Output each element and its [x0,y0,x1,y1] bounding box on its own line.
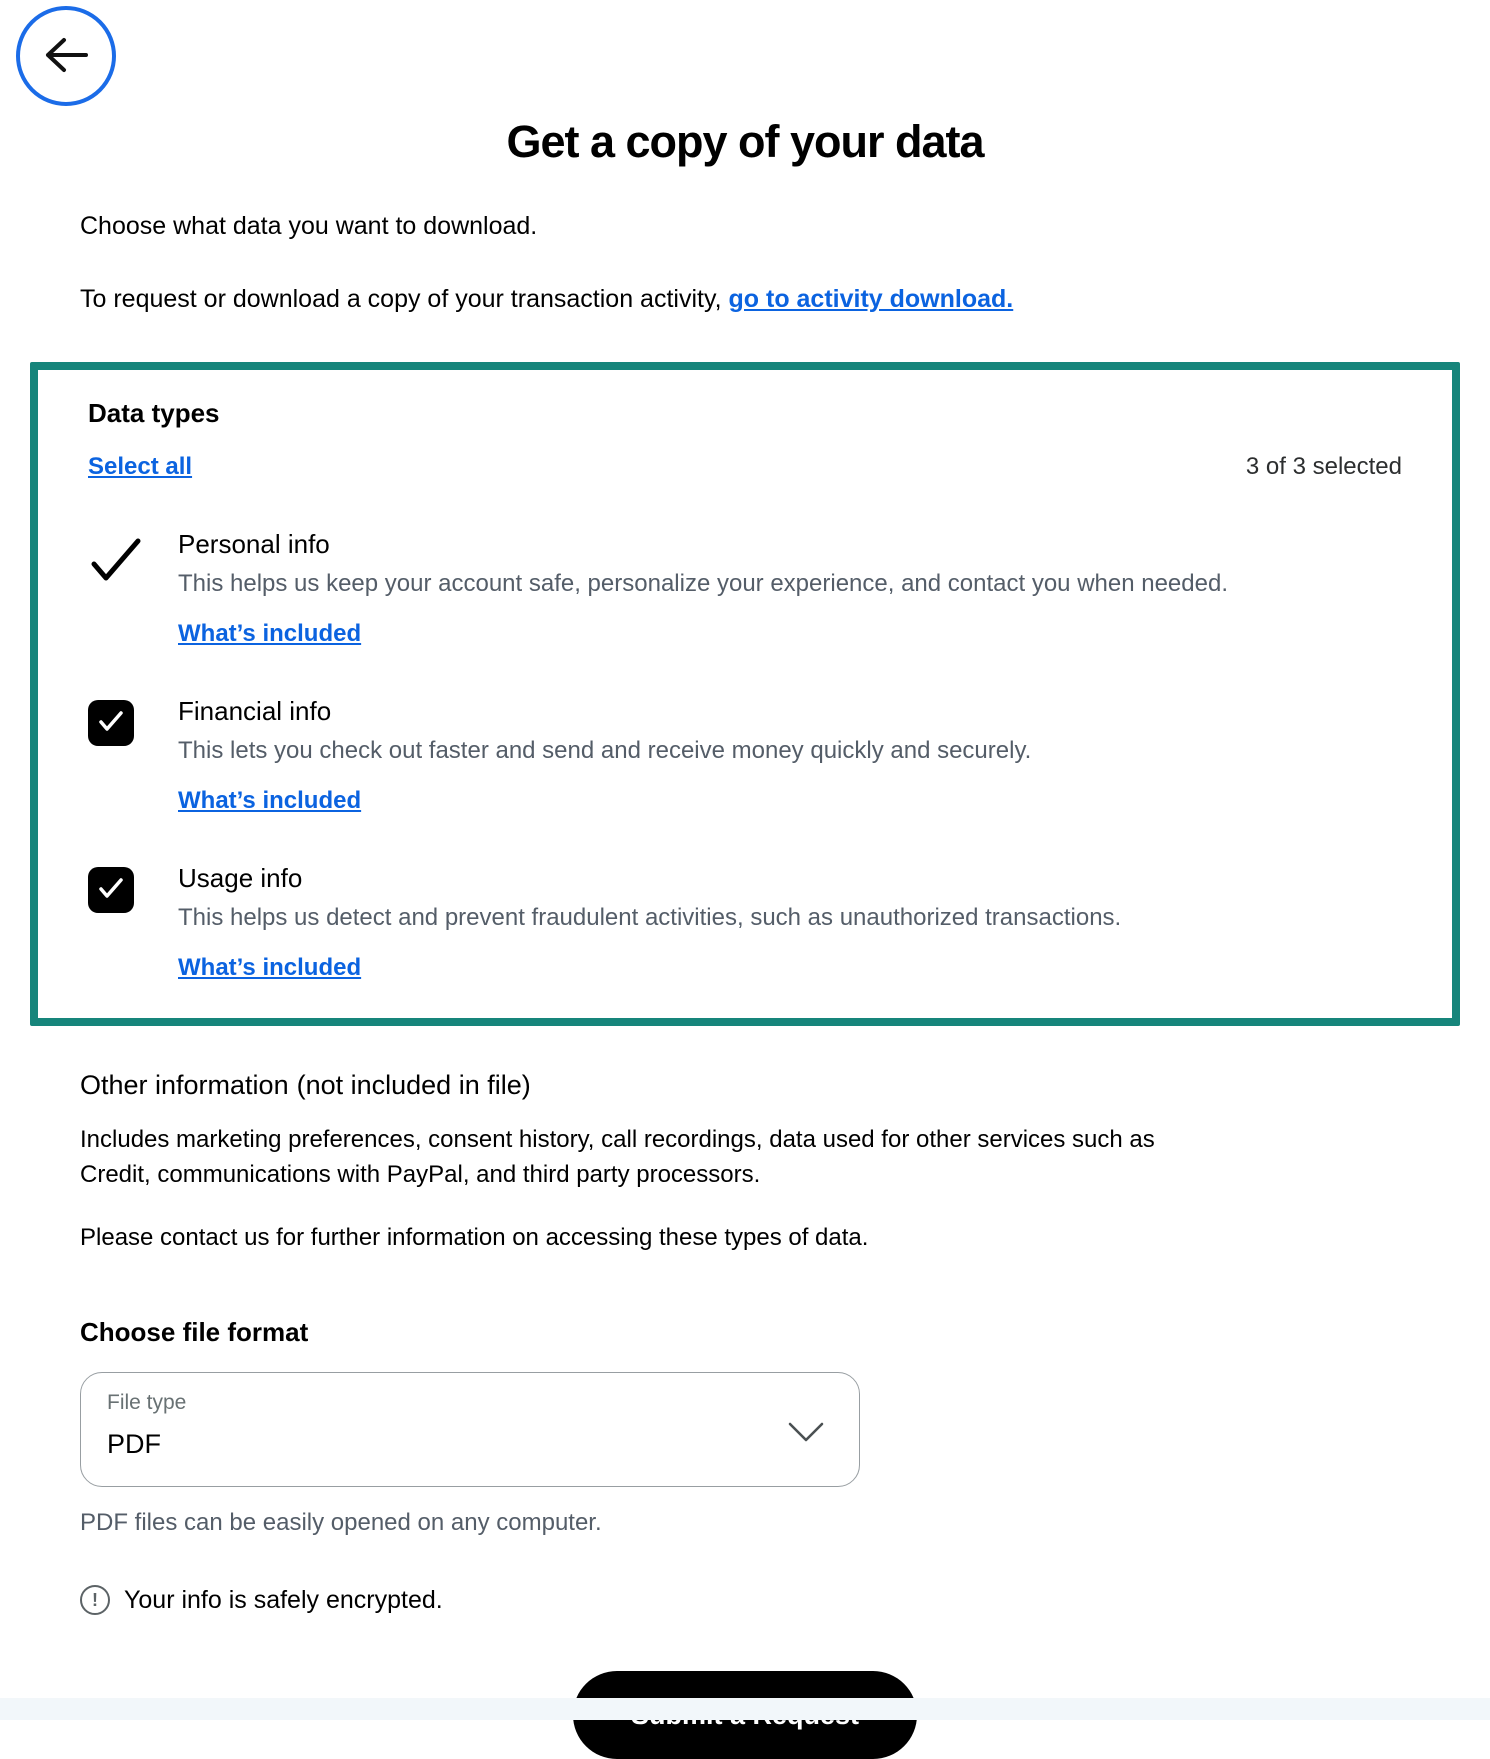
data-type-row-financial [88,696,1402,815]
whats-included-link[interactable]: What’s included [178,954,362,981]
data-types-heading: Data types [88,398,220,428]
other-information-contact-note: Please contact us for further information on accessing these types of data. [80,1223,869,1251]
intro-text: Choose what data you want to download. [80,212,538,240]
encryption-note-text: Your info is safely encrypted. [124,1585,443,1614]
usage-info-checkbox[interactable] [88,867,134,913]
activity-download-link[interactable]: go to activity download. [728,285,1014,313]
other-information-section [80,1070,1410,1255]
other-information-heading: Other information (not included in file) [80,1070,531,1100]
data-type-label: Usage info [178,863,303,893]
data-types-panel [30,362,1460,1026]
financial-info-checkbox[interactable] [88,700,134,746]
data-type-description: This helps us detect and prevent fraudulent activities, such as unauthorized transactions. [178,904,1122,931]
whats-included-link[interactable]: What’s included [178,787,362,814]
data-type-description: This helps us keep your account safe, personalize your experience, and contact you when needed. [178,570,1228,597]
file-format-heading: Choose file format [80,1317,309,1348]
footer-strip [0,1698,1490,1720]
file-format-helper-text: PDF files can be easily opened on any computer. [80,1509,602,1537]
file-type-dropdown[interactable] [80,1372,860,1487]
file-type-selected-value: PDF [107,1429,161,1460]
page-title: Get a copy of your data [506,116,984,167]
select-all-link[interactable]: Select all [88,453,193,480]
personal-info-checkbox[interactable] [88,533,144,589]
checkmark-icon [89,535,143,588]
selection-count: 3 of 3 selected [1245,453,1402,480]
other-information-paragraph: Includes marketing preferences, consent history, call recordings, data used for other services such as Credit, communications with PayPal, and third party processors. [80,1126,1155,1188]
data-type-label: Personal info [178,529,330,559]
whats-included-link[interactable]: What’s included [178,620,362,647]
chevron-down-icon [787,1421,825,1448]
checkmark-icon [98,877,124,904]
info-circle-icon: ! [80,1585,110,1615]
data-types-header-row [88,453,1402,481]
data-type-label: Financial info [178,696,332,726]
file-type-field-label: File type [107,1391,187,1415]
data-type-description: This lets you check out faster and send and receive money quickly and securely. [178,737,1032,764]
back-button[interactable] [16,6,116,106]
transaction-line [80,285,1410,314]
data-type-row-personal [88,529,1402,648]
data-type-row-usage [88,863,1402,982]
transaction-text: To request or download a copy of your transaction activity, [80,285,729,313]
checkmark-icon [98,710,124,737]
arrow-left-icon [40,35,92,78]
encryption-note-row [80,1585,1410,1615]
other-information-heading-suffix: (not included in file) [296,1070,531,1100]
